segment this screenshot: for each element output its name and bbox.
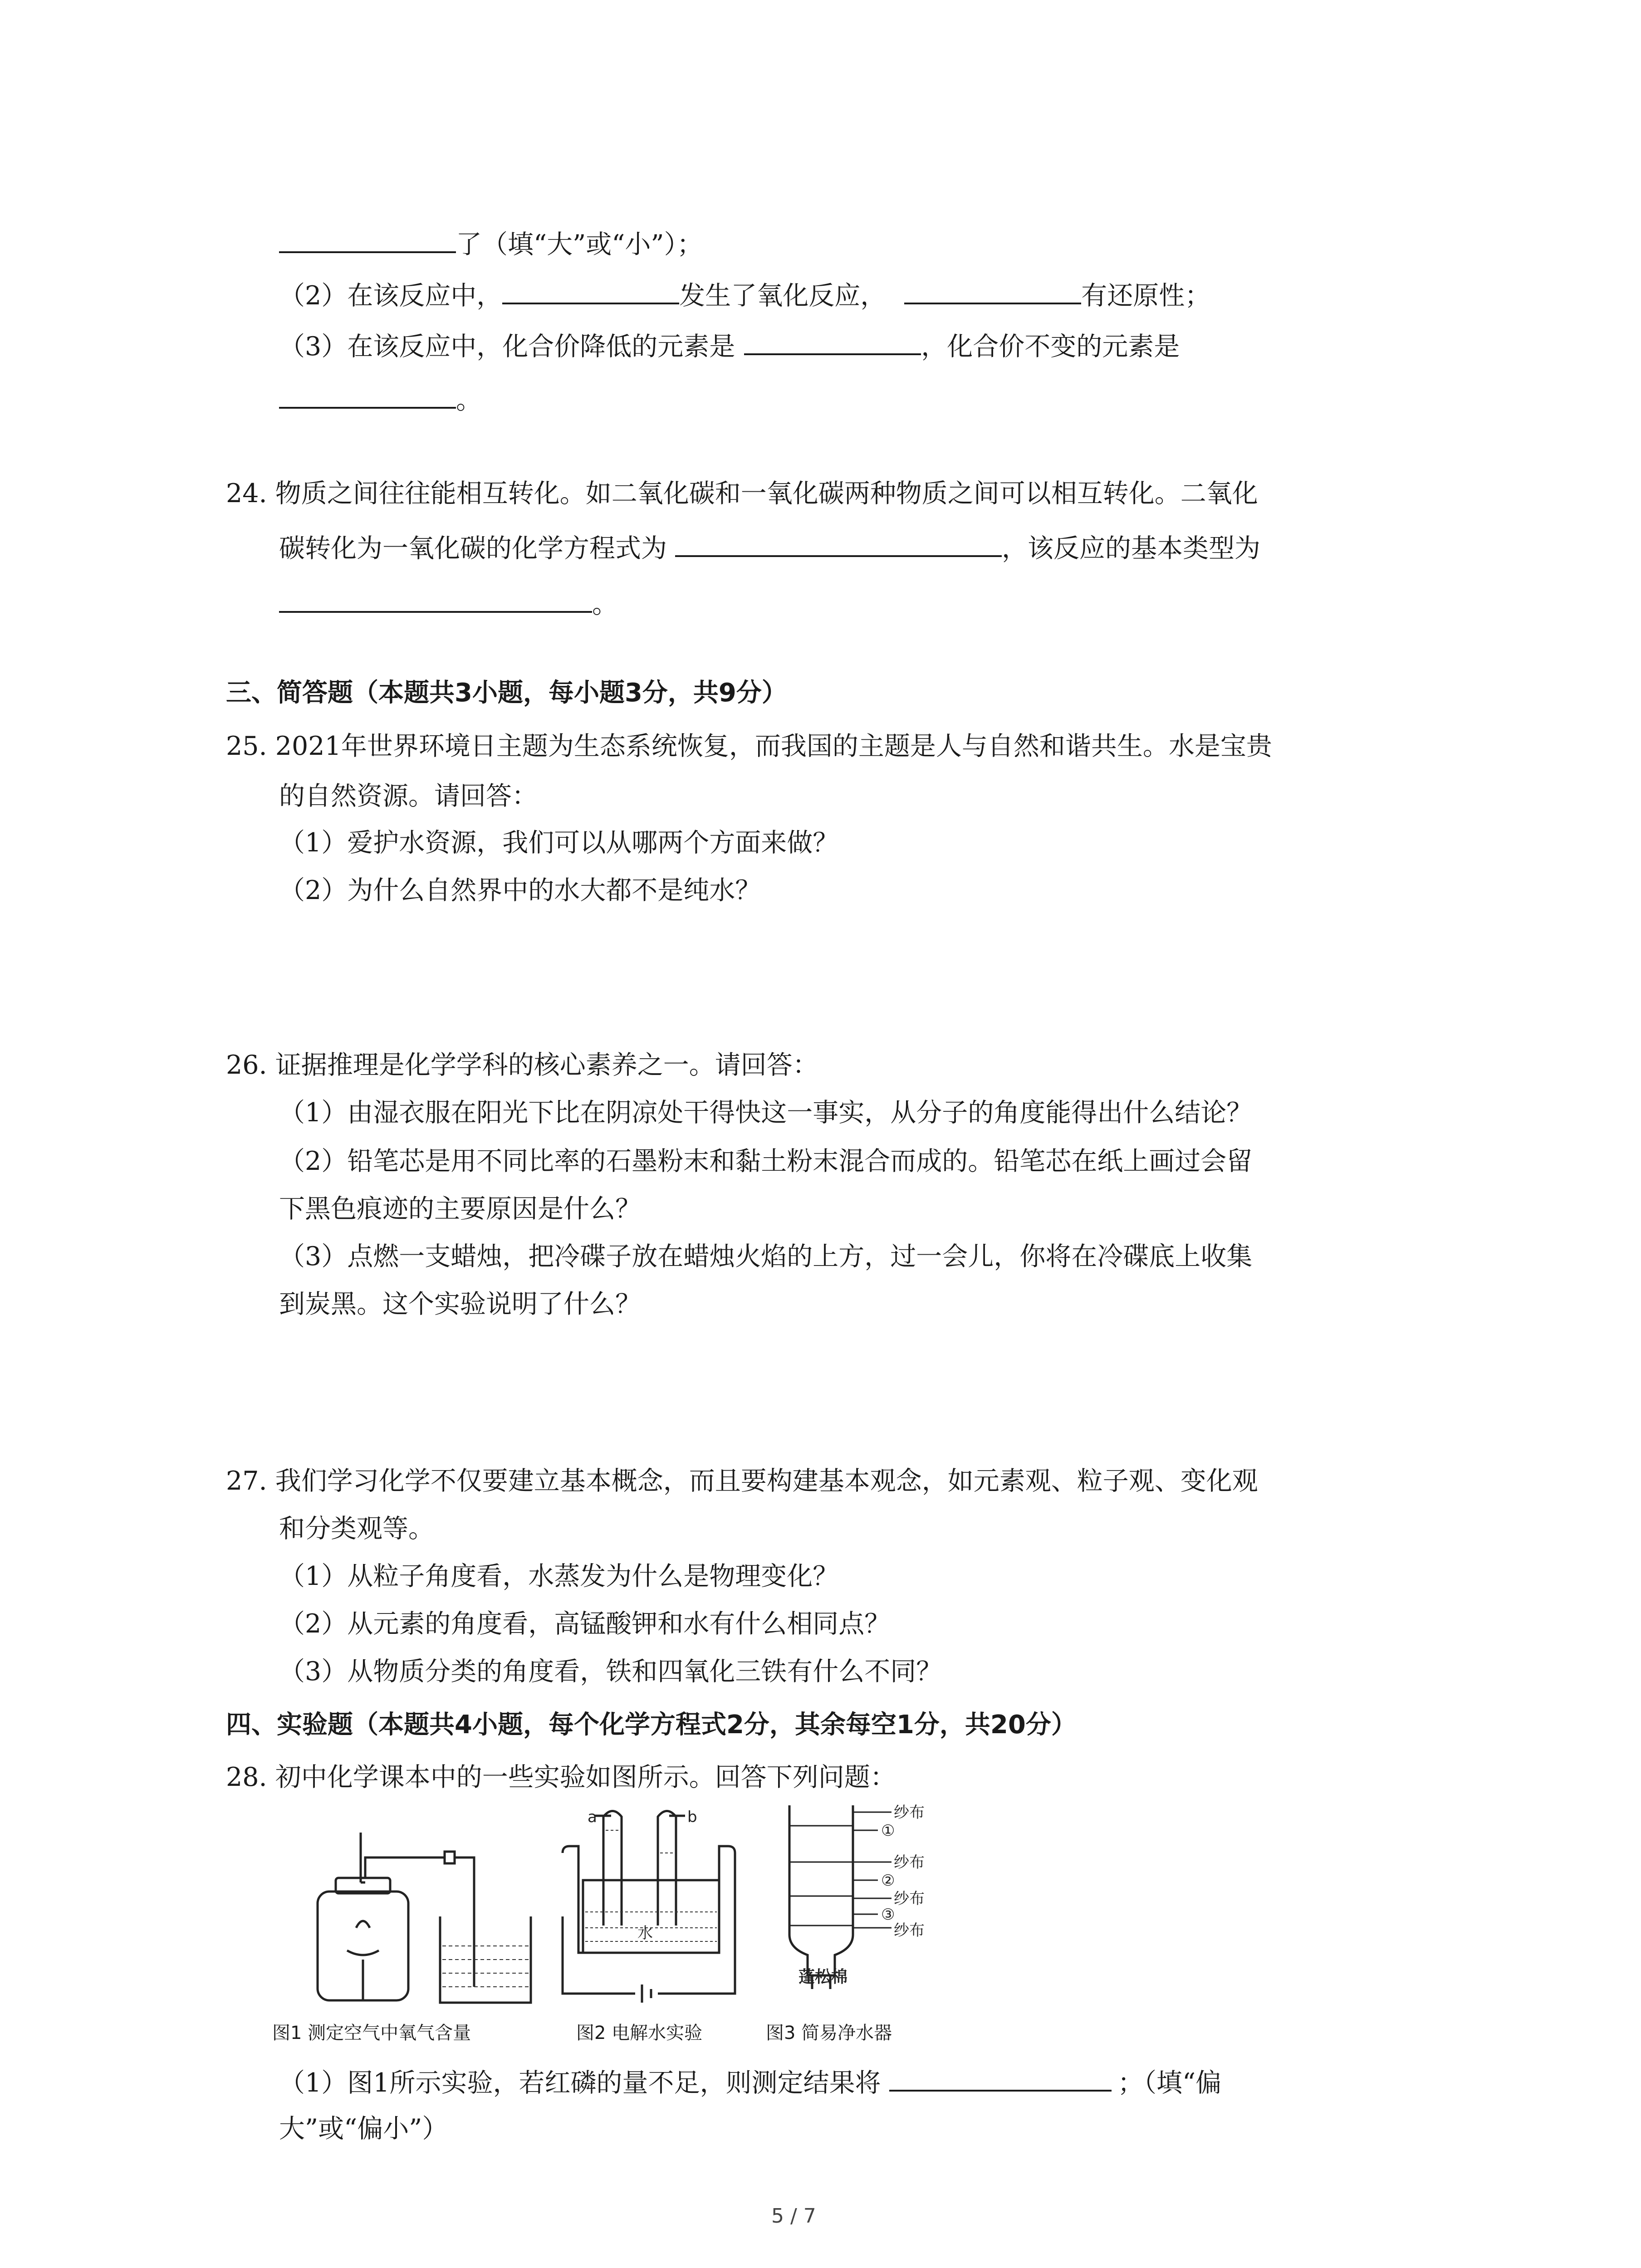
section-heading-4: 四、实验题（本题共4小题，每个化学方程式2分，其余每空1分，共20分） [226, 1710, 1077, 1740]
fig2-label-water: 水 [637, 1924, 653, 1942]
page-number: 5 / 7 [771, 2204, 816, 2228]
answer-blank[interactable] [889, 2066, 1112, 2092]
q27-sub3: （3）从物质分类的角度看，铁和四氧化三铁有什么不同？ [279, 1657, 942, 1686]
q25-line1: 25. 2021年世界环境日主题为生态系统恢复，而我国的主题是人与自然和谐共生。水是宝贵 [226, 731, 1272, 761]
section-heading-3: 三、简答题（本题共3小题，每小题3分，共9分） [226, 678, 787, 708]
fig3-label-gauze: 纱布 [894, 1853, 925, 1872]
answer-blank[interactable] [502, 279, 679, 304]
q23-line3: （3）在该反应中，化合价降低的元素是 ，化合价不变的元素是 [279, 330, 1180, 360]
figure-1-oxygen-apparatus [272, 1823, 554, 2014]
q27-line1: 27. 我们学习化学不仅要建立基本概念，而且要构建基本观念，如元素观、粒子观、变化观 [226, 1466, 1258, 1496]
fig3-label-gauze: 纱布 [894, 1804, 925, 1822]
fig3-label-layer3: ③ [881, 1906, 895, 1924]
figure-3-caption: 图3 简易净水器 [766, 2023, 892, 2043]
q24-line2: 碳转化为一氧化碳的化学方程式为 ，该反应的基本类型为 [279, 532, 1260, 562]
q28-sub1-line1: （1）图1所示实验，若红磷的量不足，则测定结果将 ；（填“偏 [279, 2066, 1221, 2096]
q28-line1: 28. 初中化学课本中的一些实验如图所示。回答下列问题： [226, 1762, 896, 1792]
fig2-label-a: a [588, 1808, 597, 1826]
answer-blank[interactable] [279, 587, 592, 613]
q25-sub1: （1）爱护水资源，我们可以从哪两个方面来做？ [279, 828, 839, 858]
fig3-label-gauze: 纱布 [894, 1890, 925, 1908]
q27-line2: 和分类观等。 [279, 1514, 434, 1544]
q26-sub3a: （3）点燃一支蜡烛，把冷碟子放在蜡烛火焰的上方，过一会儿，你将在冷碟底上收集 [279, 1242, 1253, 1271]
figure-2-electrolysis [560, 1803, 742, 2003]
answer-blank[interactable] [279, 228, 456, 253]
figure-1-caption: 图1 测定空气中氧气含量 [272, 2023, 471, 2043]
answer-blank[interactable] [904, 279, 1081, 304]
fig3-label-layer1: ① [881, 1822, 895, 1840]
figure-3-water-purifier [780, 1803, 971, 2003]
fig3-label-layer2: ② [881, 1872, 895, 1890]
q24-line3: 。 [279, 587, 618, 617]
q26-sub1: （1）由湿衣服在阳光下比在阴凉处干得快这一事实，从分子的角度能得出什么结论？ [279, 1098, 1253, 1128]
q27-sub2: （2）从元素的角度看，高锰酸钾和水有什么相同点？ [279, 1609, 891, 1639]
figure-2-caption: 图2 电解水实验 [576, 2023, 703, 2043]
fig3-label-gauze: 纱布 [894, 1921, 925, 1940]
fig2-label-b: b [687, 1808, 697, 1826]
q26-sub2a: （2）铅笔芯是用不同比率的石墨粉末和黏土粉末混合而成的。铅笔芯在纸上画过会留 [279, 1146, 1253, 1176]
q27-sub1: （1）从粒子角度看，水蒸发为什么是物理变化？ [279, 1561, 839, 1591]
q23-line2: （2）在该反应中， 发生了氧化反应， 有还原性； [279, 279, 1210, 309]
q23-line1: 了（填“大”或“小”）； [279, 228, 703, 258]
answer-blank[interactable] [675, 532, 1002, 557]
q25-line2: 的自然资源。请回答： [279, 781, 538, 811]
q26-sub3b: 到炭黑。这个实验说明了什么？ [279, 1289, 641, 1319]
fig3-label-cotton: 蓬松棉 [798, 1968, 848, 1986]
q25-sub2: （2）为什么自然界中的水大都不是纯水？ [279, 875, 761, 905]
q23-line4: 。 [279, 383, 482, 413]
answer-blank[interactable] [744, 330, 921, 355]
q24-line1: 24. 物质之间往往能相互转化。如二氧化碳和一氧化碳两种物质之间可以相互转化。二氧化 [226, 479, 1258, 508]
q26-sub2b: 下黑色痕迹的主要原因是什么？ [279, 1194, 641, 1224]
answer-blank[interactable] [279, 383, 456, 409]
q26-line1: 26. 证据推理是化学学科的核心素养之一。请回答： [226, 1050, 818, 1080]
q28-sub1-line2: 大”或“偏小”） [279, 2114, 448, 2144]
